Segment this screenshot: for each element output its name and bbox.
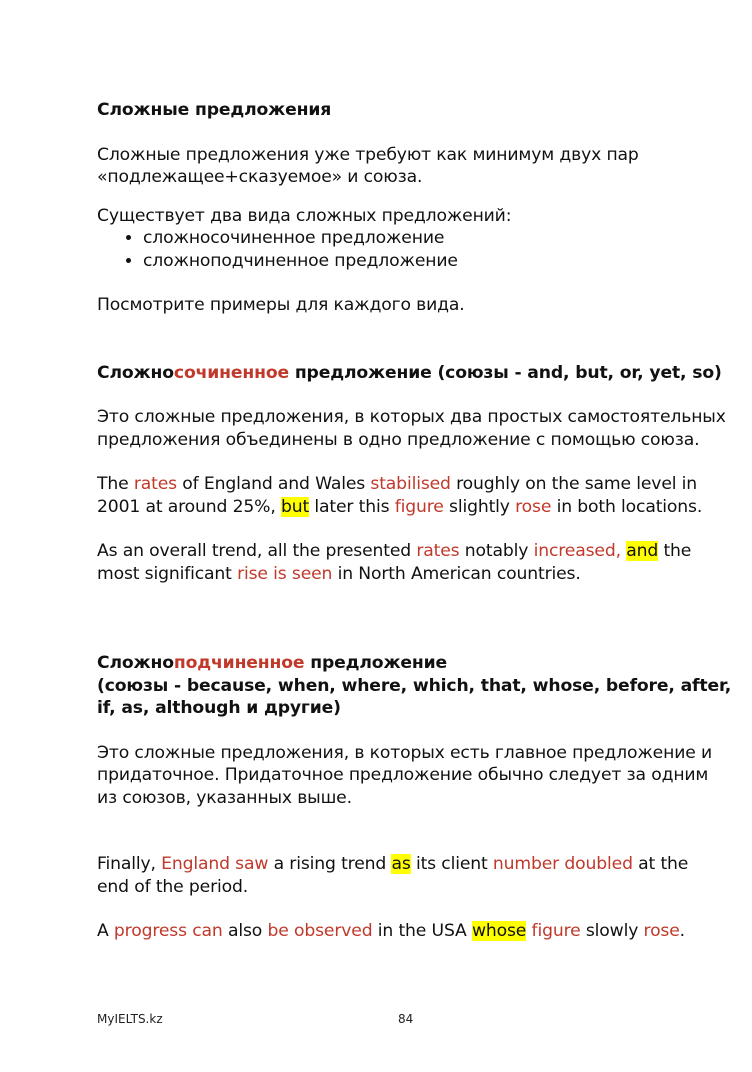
list-item: • сложноподчиненное предложение [143,250,737,273]
desc-line: придаточное. Придаточное предложение обычно следует за одним [97,765,709,785]
example-sentence [97,540,737,585]
conjunction-highlight: as [391,854,411,874]
text-run: at the [632,854,689,874]
text-run: in the USA [372,921,472,941]
example-sentence [97,853,737,898]
conjunction-highlight: and [626,541,659,561]
desc-line: Это сложные предложения, в которых два простых самостоятельных [97,407,726,427]
example-sentence [97,920,737,943]
text-run: . [679,921,685,941]
text-run: in North American countries. [332,563,581,584]
key-word: rose [515,496,552,517]
heading-part: предложение [304,653,448,673]
text-run: a rising trend [268,854,392,874]
section-heading: Сложные предложения [97,100,332,120]
text-run: in both locations. [551,496,703,517]
desc-line: предложения объединены в одно предложение с помощью союза. [97,429,700,450]
text-run: slowly [580,921,644,941]
intro-paragraph [97,144,737,189]
text-run: slightly [443,496,516,517]
heading-part: Сложно [97,653,174,673]
types-lead: Существует два вида сложных предложений: [97,205,512,226]
desc-line: из союзов, указанных выше. [97,787,352,808]
text-run: Finally, [97,854,162,874]
key-word: be observed [267,921,373,941]
heading-highlight: сочиненное [173,362,289,383]
coordinate-description [97,406,737,451]
text-run: most significant [97,563,238,584]
text-run: As an overall trend, all the presented [97,541,417,561]
key-word: figure [394,496,444,517]
heading-part: (союзы - because, when, where, which, that, whose, before, after, [97,675,732,696]
desc-line: Это сложные предложения, в которых есть главное предложение и [97,742,712,763]
list-item: • сложносочиненное предложение [143,227,737,250]
key-word: rates [133,474,177,494]
heading-part: предложение (союзы - and, but, or, yet, so) [289,362,722,383]
key-word: rise is seen [237,563,333,584]
text-run: its client [410,854,493,874]
key-word: rates [416,541,460,561]
conjunction-highlight: but [280,496,310,517]
coordinate-heading [97,362,737,385]
heading-part: if, as, although и другие) [97,698,341,718]
example-sentence [97,473,737,518]
key-word: progress can [113,921,223,941]
text-run: The [97,474,134,494]
footer-site: MyIELTS.kz [97,1012,163,1026]
key-word: rose [643,921,680,941]
subordinate-description [97,742,737,810]
intro-line: Сложные предложения уже требуют как минимум двух пар [97,144,639,165]
heading-part: Сложно [97,362,174,383]
key-word: increased, [533,541,621,561]
key-word: number doubled [492,854,633,874]
text-run: later this [309,496,395,517]
text-run: A [97,921,114,941]
see-examples: Посмотрите примеры для каждого вида. [97,295,465,315]
types-list [97,227,737,272]
page-content [97,99,737,943]
text-run: also [222,921,268,941]
conjunction-highlight: whose [471,921,527,941]
intro-line: «подлежащее+сказуемое» и союза. [97,167,423,187]
page-number: 84 [398,1012,414,1026]
text-run: 2001 at around 25%, [97,496,281,517]
key-word: figure [531,921,581,941]
text-run: end of the period. [97,876,249,897]
text-run: notably [459,541,534,561]
subordinate-heading [97,652,737,720]
text-run: of England and Wales [176,474,371,494]
text-run: the [658,541,692,561]
heading-highlight: подчиненное [173,653,305,673]
key-word: stabilised [370,474,451,494]
text-run: roughly on the same level in [450,474,698,494]
key-word: England saw [161,854,269,874]
